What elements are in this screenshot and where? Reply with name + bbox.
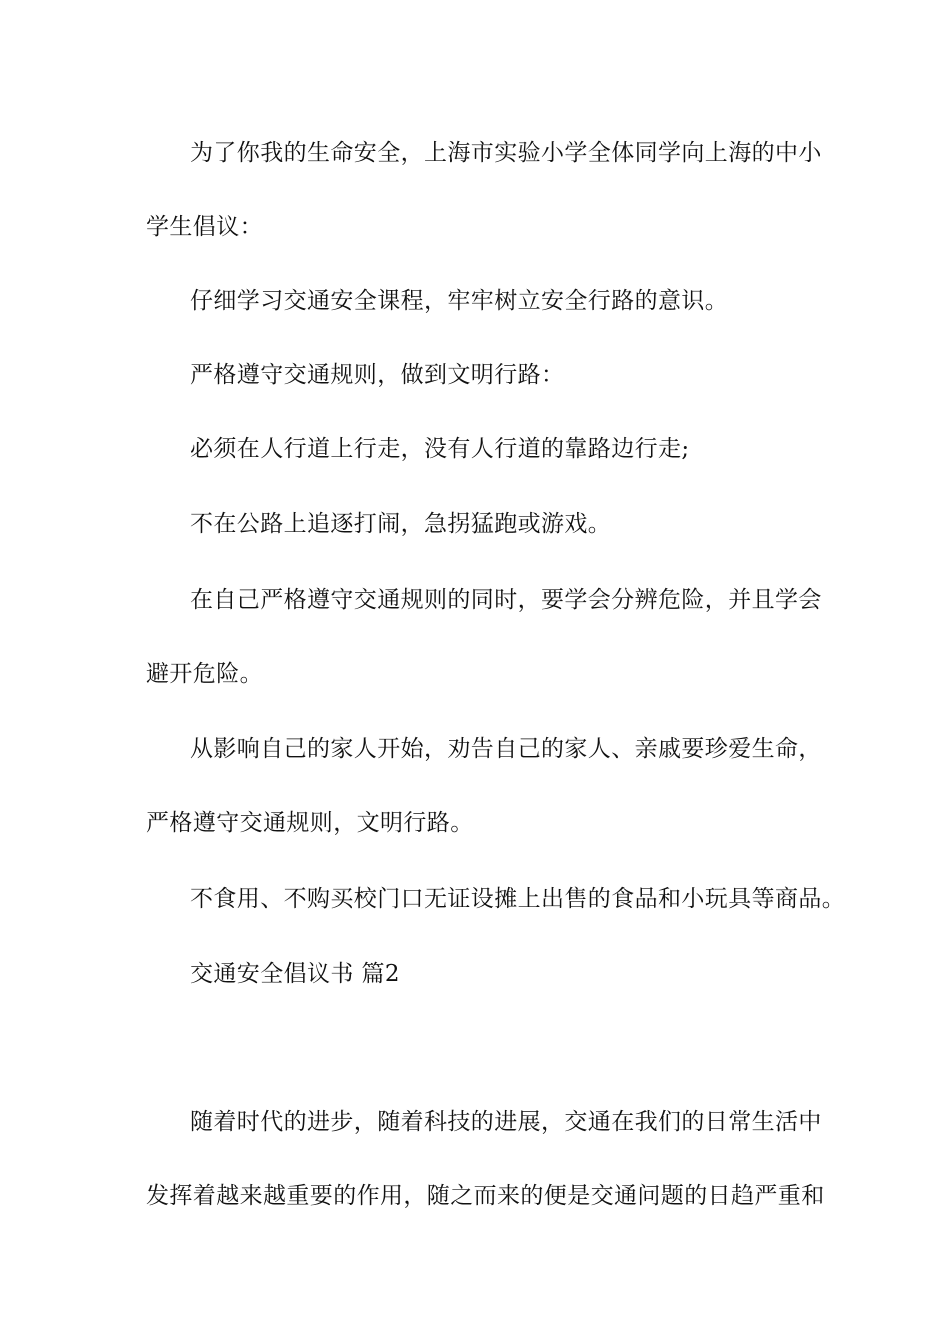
paragraph-line: 必须在人行道上行走，没有人行道的靠路边行走;: [190, 436, 690, 462]
paragraph-line: 随着时代的进步，随着科技的进展，交通在我们的日常生活中: [190, 1109, 822, 1135]
section-heading: 交通安全倡议书 篇2: [190, 961, 400, 987]
paragraph-line: 为了你我的生命安全，上海市实验小学全体同学向上海的中小: [190, 140, 822, 166]
paragraph-line: 仔细学习交通安全课程，牢牢树立安全行路的意识。: [190, 288, 729, 314]
paragraph-line: 不在公路上追逐打闹，急拐猛跑或游戏。: [190, 511, 612, 537]
paragraph-line: 严格遵守交通规则，文明行路。: [146, 810, 474, 836]
paragraph-line: 避开危险。: [146, 661, 263, 687]
paragraph-line: 在自己严格遵守交通规则的同时，要学会分辨危险，并且学会: [190, 587, 822, 613]
paragraph-line: 严格遵守交通规则，做到文明行路：: [190, 362, 565, 388]
paragraph-line: 发挥着越来越重要的作用，随之而来的便是交通问题的日趋严重和: [146, 1183, 825, 1209]
paragraph-line: 不食用、不购买校门口无证设摊上出售的食品和小玩具等商品。: [190, 886, 846, 912]
paragraph-line: 学生倡议：: [146, 214, 263, 240]
paragraph-line: 从影响自己的家人开始，劝告自己的家人、亲戚要珍爱生命，: [190, 736, 822, 762]
